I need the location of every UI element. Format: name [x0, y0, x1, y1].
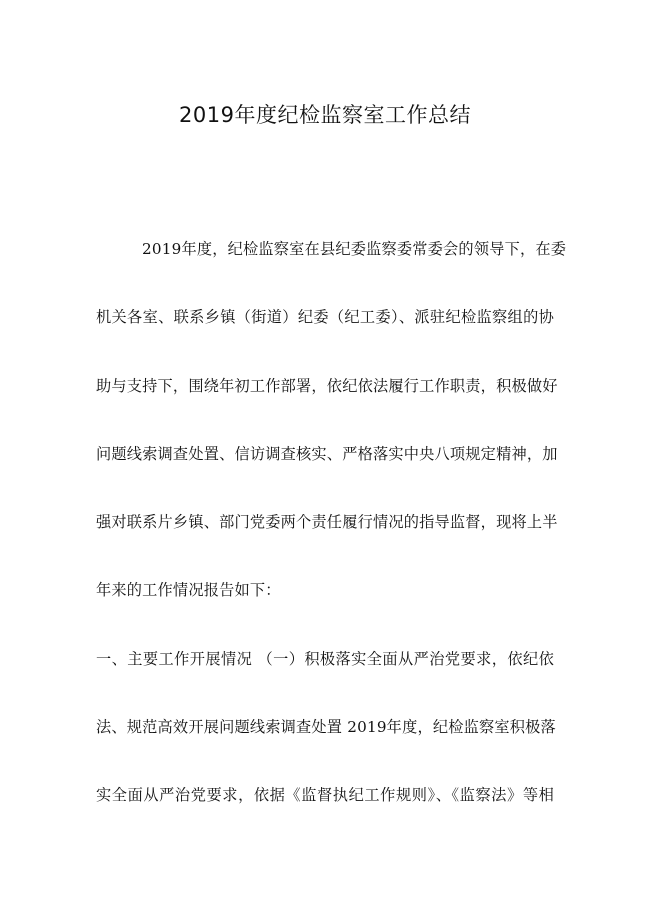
paragraph-line: 助与支持下，围绕年初工作部署，依纪依法履行工作职责，积极做好	[96, 376, 558, 395]
paragraph-line: 问题线索调查处置、信访调查核实、严格落实中央八项规定精神，加	[96, 444, 558, 463]
paragraph-line: 实全面从严治党要求，依据《监督执纪工作规则》、《监察法》等相	[96, 786, 554, 805]
paragraph-line: 年来的工作情况报告如下：	[96, 581, 281, 600]
paragraph-line: 2019年度，纪检监察室在县纪委监察委常委会的领导下，在委	[142, 240, 567, 258]
document-body	[96, 234, 567, 849]
paragraph-line: 法、规范高效开展问题线索调查处置 2019年度，纪检监察室积极落	[96, 718, 556, 737]
paragraph-line: 一、主要工作开展情况 （一）积极落实全面从严治党要求，依纪依	[96, 649, 554, 668]
paragraph-line: 机关各室、联系乡镇（街道）纪委（纪工委）、派驻纪检监察组的协	[96, 308, 554, 327]
document-title: 2019年度纪检监察室工作总结	[179, 103, 471, 127]
paragraph-line: 强对联系片乡镇、部门党委两个责任履行情况的指导监督，现将上半	[96, 513, 558, 532]
